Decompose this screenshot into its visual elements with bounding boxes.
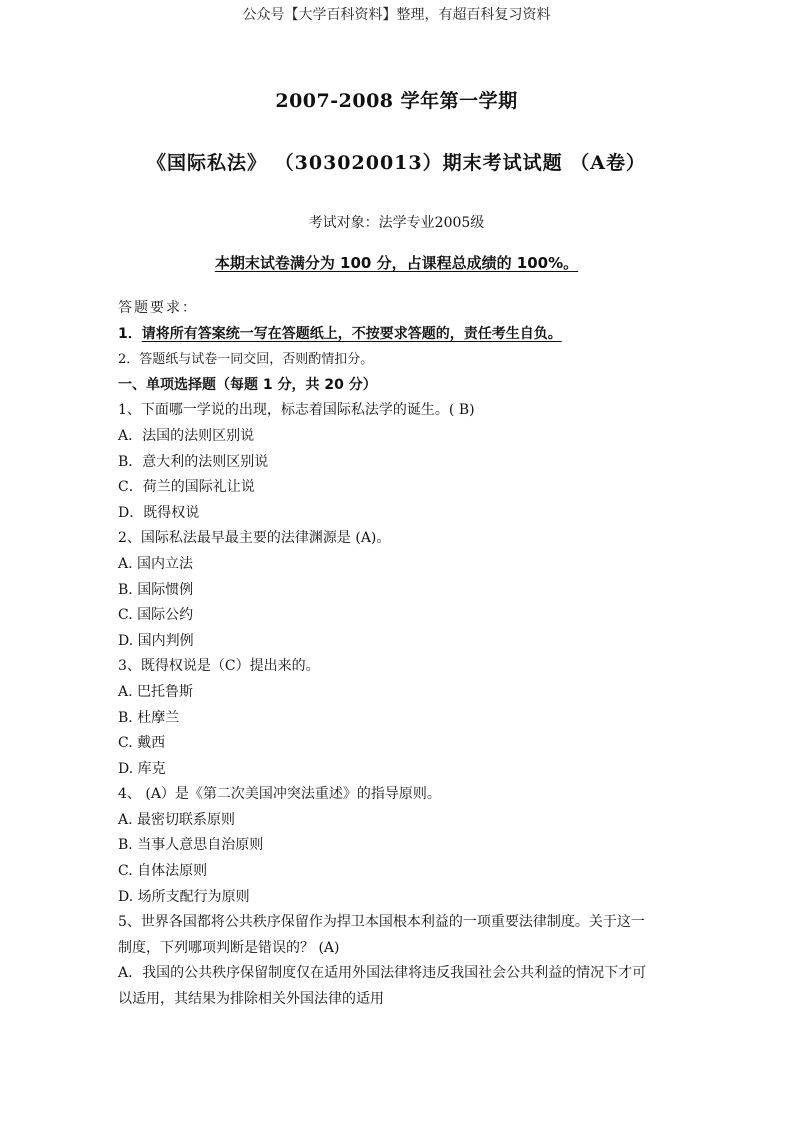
question-option-continued: 以适用，其结果为排除相关外国法律的适用 xyxy=(118,991,384,1008)
question-stem-continued: 制度，下列哪项判断是错误的？ (A) xyxy=(118,939,340,956)
question-stem: 3、既得权说是（C）提出来的。 xyxy=(118,658,320,675)
requirement-item-1-text: 请将所有答案统一写在答题纸上，不按要求答题的，责任考生自负。 xyxy=(141,325,562,342)
score-note xyxy=(0,252,793,273)
question-stem: 1、下面哪一学说的出现，标志着国际私法学的诞生。( B) xyxy=(118,402,475,419)
question-option: A. 最密切联系原则 xyxy=(118,811,236,828)
question-option: B．意大利的法则区别说 xyxy=(118,453,269,470)
requirements-label: 答题要求： xyxy=(118,300,198,316)
question-stem: 5、世界各国都将公共秩序保留作为捍卫本国根本利益的一项重要法律制度。关于这一 xyxy=(118,914,645,931)
exam-title: 2007-2008 学年第一学期 xyxy=(275,90,518,112)
question-option: B. 当事人意思自治原则 xyxy=(118,837,264,854)
requirement-item-1-num: 1． xyxy=(118,325,142,342)
question-option: C. 自体法原则 xyxy=(118,863,208,880)
question-option: A．我国的公共秩序保留制度仅在适用外国法律将违反我国社会公共利益的情况下才可 xyxy=(118,965,647,982)
section-title: 一、单项选择题（每题 1 分，共 20 分） xyxy=(118,376,377,393)
question-option: B. 杜摩兰 xyxy=(118,709,180,726)
score-note-text: 本期末试卷满分为 100 分，占课程总成绩的 100%。 xyxy=(214,254,579,272)
exam-body xyxy=(118,296,678,1013)
requirement-item-1 xyxy=(118,322,678,348)
header-note: 公众号【大学百科资料】整理，有超百科复习资料 xyxy=(242,7,551,23)
question-option: A．法国的法则区别说 xyxy=(118,427,255,444)
question-option: D．既得权说 xyxy=(118,504,200,521)
exam-subtitle: 《国际私法》 （303020013）期末考试试题 （A卷） xyxy=(147,152,646,174)
question-stem: 2、国际私法最早最主要的法律渊源是 (A)。 xyxy=(118,530,391,547)
question-option: A. 巴托鲁斯 xyxy=(118,683,194,700)
question-option: B. 国际惯例 xyxy=(118,581,194,598)
exam-target: 考试对象：法学专业2005级 xyxy=(308,215,485,231)
question-option: D. 库克 xyxy=(118,760,166,777)
question-option: D. 场所支配行为原则 xyxy=(118,888,250,905)
question-stem: 4、 (A）是《第二次美国冲突法重述》的指导原则。 xyxy=(118,786,441,803)
question-option: C．荷兰的国际礼让说 xyxy=(118,479,255,496)
question-option: C. 戴西 xyxy=(118,735,166,752)
requirement-item-2: 2．答题纸与试卷一同交回，否则酌情扣分。 xyxy=(118,352,374,368)
question-option: A. 国内立法 xyxy=(118,555,194,572)
question-option: D. 国内判例 xyxy=(118,632,194,649)
question-option: C. 国际公约 xyxy=(118,607,194,624)
